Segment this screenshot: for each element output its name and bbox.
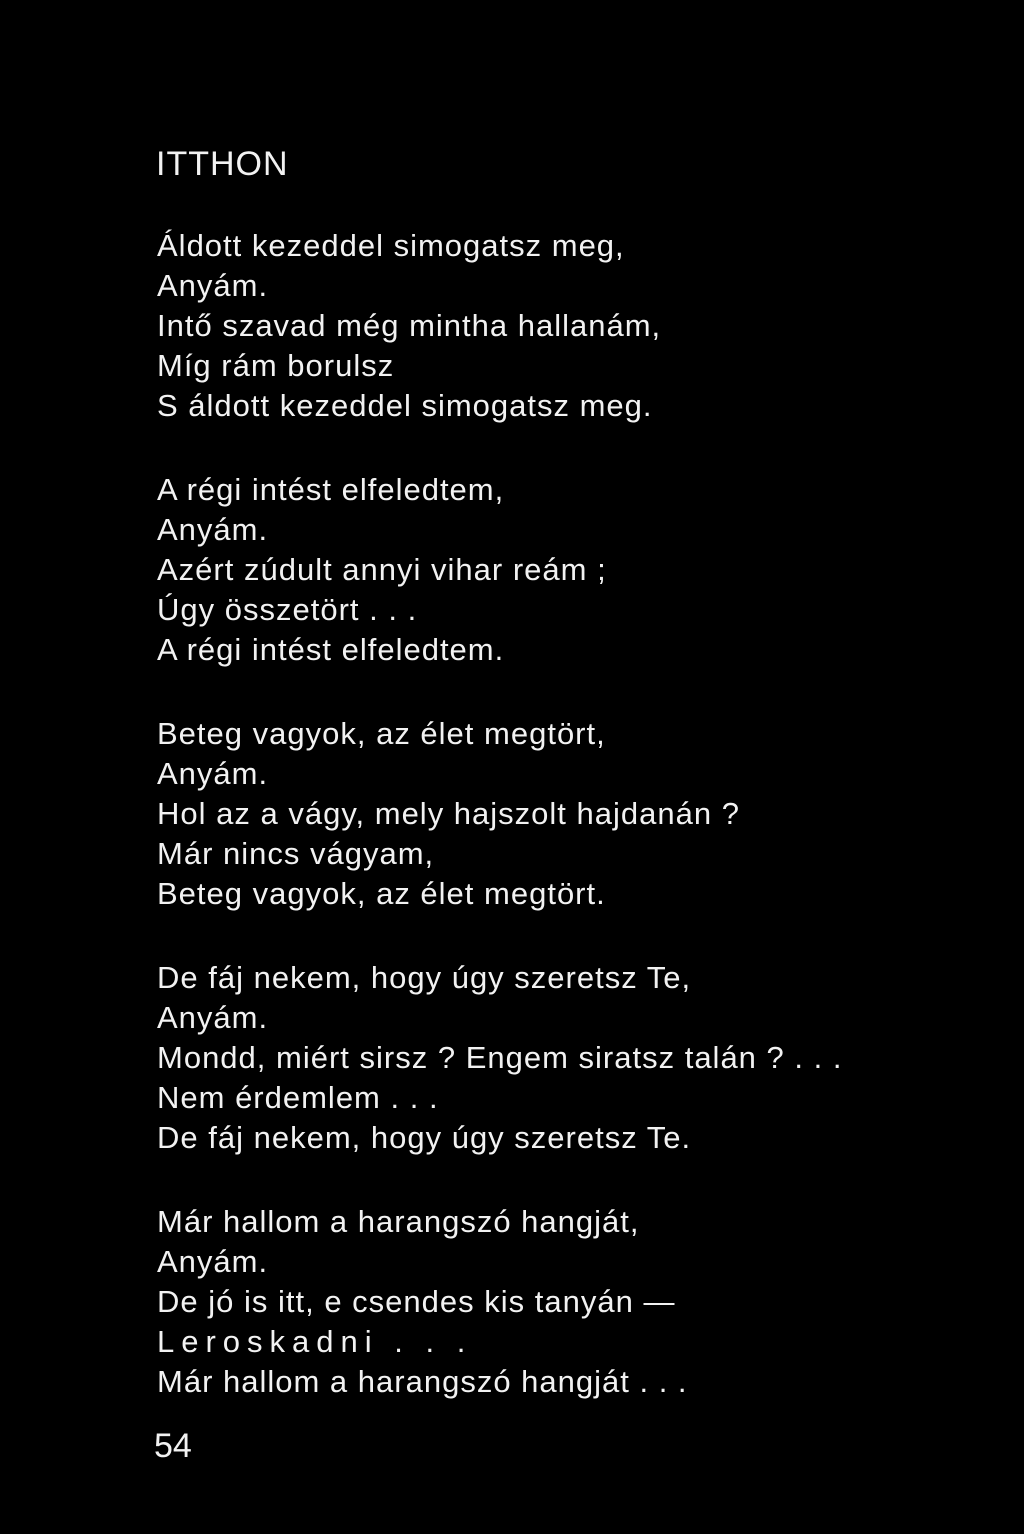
poem-line: A régi intést elfeledtem. <box>157 632 505 667</box>
poem-line: Beteg vagyok, az élet megtört. <box>157 876 606 911</box>
poem-line: Hol az a vágy, mely hajszolt hajdanán ? <box>157 796 740 831</box>
stanza-3 <box>157 714 842 914</box>
poem-line: Míg rám borulsz <box>157 348 395 383</box>
poem-line: Áldott kezeddel simogatsz meg, <box>157 228 625 263</box>
poem-line: De fáj nekem, hogy úgy szeretsz Te. <box>157 1120 692 1155</box>
poem-line: A régi intést elfeledtem, <box>157 472 505 507</box>
poem-line: Intő szavad még mintha hallanám, <box>157 308 662 343</box>
stanza-5 <box>157 1202 842 1402</box>
poem-line: Azért zúdult annyi vihar reám ; <box>157 552 607 587</box>
page-number: 54 <box>154 1427 192 1465</box>
poem-line: De jó is itt, e csendes kis tanyán — <box>157 1284 676 1319</box>
poem-line: Anyám. <box>157 1244 269 1279</box>
poem-line: Már hallom a harangszó hangját . . . <box>157 1364 688 1399</box>
poem-line: De fáj nekem, hogy úgy szeretsz Te, <box>157 960 692 995</box>
poem-line: Nem érdemlem . . . <box>157 1080 439 1115</box>
poem-body <box>157 226 842 1402</box>
poem-line: Úgy összetört . . . <box>157 592 418 627</box>
poem-line: Anyám. <box>157 1000 269 1035</box>
poem-line: S áldott kezeddel simogatsz meg. <box>157 388 653 423</box>
poem-line: Beteg vagyok, az élet megtört, <box>157 716 606 751</box>
poem-line: Mondd, miért sirsz ? Engem siratsz talán ? . . . <box>157 1040 843 1075</box>
poem-line: Már nincs vágyam, <box>157 836 435 871</box>
poem-line: Anyám. <box>157 512 269 547</box>
poem-line: Leroskadni . . . <box>157 1324 473 1359</box>
poem-title: ITTHON <box>156 145 289 183</box>
stanza-2 <box>157 470 842 670</box>
poem-line: Már hallom a harangszó hangját, <box>157 1204 640 1239</box>
stanza-4 <box>157 958 842 1158</box>
poem-line: Anyám. <box>157 268 269 303</box>
stanza-1 <box>157 226 842 426</box>
poem-line: Anyám. <box>157 756 269 791</box>
